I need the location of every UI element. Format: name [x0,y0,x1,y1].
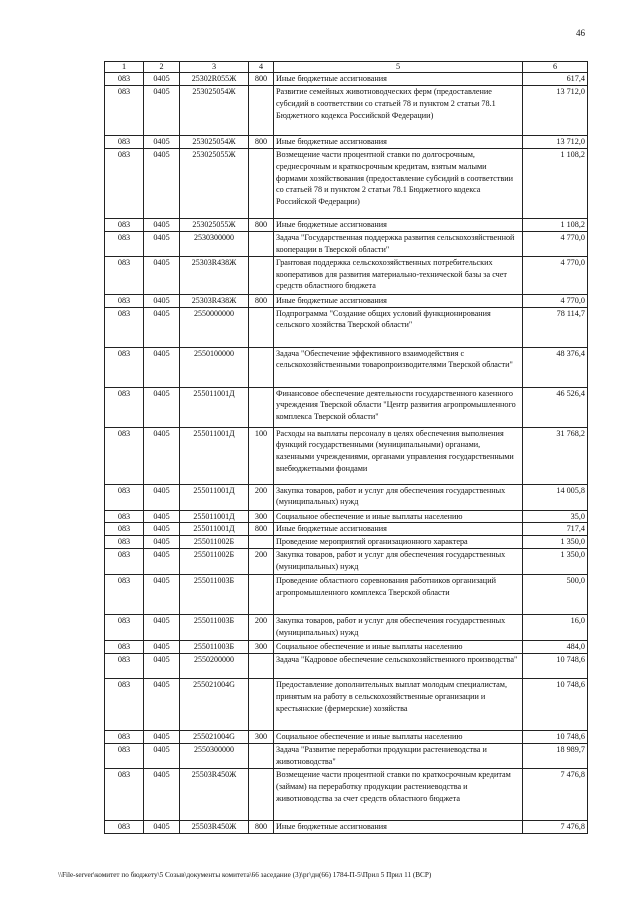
ministry-code-cell: 083 [105,85,144,135]
expense-type-code-cell: 300 [249,510,274,523]
target-article-code-cell: 253025054Ж [180,85,249,135]
table-row [105,387,588,427]
ministry-code-cell: 083 [105,427,144,484]
section-code-cell: 0405 [144,427,180,484]
section-code-cell: 0405 [144,523,180,536]
table-row [105,769,588,821]
target-article-code-cell: 25503R450Ж [180,821,249,834]
expense-type-code-cell: 800 [249,294,274,307]
ministry-code-cell: 083 [105,256,144,294]
target-article-code-cell: 25503R450Ж [180,769,249,821]
target-article-code-cell: 25303R438Ж [180,294,249,307]
description-cell: Иные бюджетные ассигнования [274,73,523,86]
target-article-code-cell: 255011003Б [180,575,249,615]
ministry-code-cell: 083 [105,218,144,231]
table-row [105,307,588,347]
target-article-code-cell: 253025055Ж [180,148,249,218]
section-code-cell: 0405 [144,85,180,135]
table-row [105,148,588,218]
description-cell: Иные бюджетные ассигнования [274,218,523,231]
description-cell: Возмещение части процентной ставки по краткосрочным кредитам (займам) на переработку продукции растениеводства и животноводства за счет средств областного бюджета [274,769,523,821]
target-article-code-cell: 2530300000 [180,231,249,256]
table-row [105,510,588,523]
section-code-cell: 0405 [144,73,180,86]
amount-cell: 4 770,0 [523,231,588,256]
description-cell: Социальное обеспечение и иные выплаты населению [274,731,523,744]
amount-cell: 31 768,2 [523,427,588,484]
amount-cell: 16,0 [523,615,588,641]
expense-type-code-cell: 200 [249,549,274,575]
table-row [105,744,588,769]
ministry-code-cell: 083 [105,731,144,744]
section-code-cell: 0405 [144,387,180,427]
target-article-code-cell: 255011001Д [180,523,249,536]
description-cell: Задача "Обеспечение эффективного взаимодействия с сельскохозяйственными товаропроизводителями Тверской области" [274,347,523,387]
expense-type-code-cell [249,307,274,347]
ministry-code-cell: 083 [105,307,144,347]
expense-type-code-cell [249,148,274,218]
amount-cell: 78 114,7 [523,307,588,347]
target-article-code-cell: 2550300000 [180,744,249,769]
ministry-code-cell: 083 [105,510,144,523]
section-code-cell: 0405 [144,731,180,744]
section-code-cell: 0405 [144,679,180,731]
amount-cell: 1 350,0 [523,536,588,549]
ministry-code-cell: 083 [105,769,144,821]
target-article-code-cell: 255021004G [180,731,249,744]
table-row [105,821,588,834]
description-cell: Социальное обеспечение и иные выплаты населению [274,510,523,523]
expense-type-code-cell [249,387,274,427]
section-code-cell: 0405 [144,654,180,679]
table-row [105,484,588,510]
ministry-code-cell: 083 [105,231,144,256]
amount-cell: 10 748,6 [523,654,588,679]
table-row [105,427,588,484]
target-article-code-cell: 2550200000 [180,654,249,679]
ministry-code-cell: 083 [105,549,144,575]
amount-cell: 4 770,0 [523,256,588,294]
section-code-cell: 0405 [144,294,180,307]
section-code-cell: 0405 [144,575,180,615]
description-cell: Предоставление дополнительных выплат молодым специалистам, принятым на работу в сельскохозяйственные организации и крестьянские (фермерские) хозяйства [274,679,523,731]
table-row [105,575,588,615]
table-row [105,523,588,536]
amount-cell: 10 748,6 [523,731,588,744]
target-article-code-cell: 255011003Б [180,641,249,654]
amount-cell: 717,4 [523,523,588,536]
section-code-cell: 0405 [144,821,180,834]
ministry-code-cell: 083 [105,536,144,549]
table-row [105,294,588,307]
amount-cell: 1 108,2 [523,218,588,231]
amount-cell: 48 376,4 [523,347,588,387]
ministry-code-cell: 083 [105,73,144,86]
table-row [105,218,588,231]
section-code-cell: 0405 [144,148,180,218]
target-article-code-cell: 255011002Б [180,536,249,549]
description-cell: Иные бюджетные ассигнования [274,523,523,536]
table-row [105,85,588,135]
section-code-cell: 0405 [144,135,180,148]
expense-type-code-cell [249,654,274,679]
budget-table [104,61,588,834]
amount-cell: 1 108,2 [523,148,588,218]
ministry-code-cell: 083 [105,294,144,307]
table-row [105,135,588,148]
section-code-cell: 0405 [144,641,180,654]
expense-type-code-cell [249,744,274,769]
expense-type-code-cell: 800 [249,73,274,86]
table-row [105,231,588,256]
ministry-code-cell: 083 [105,484,144,510]
section-code-cell: 0405 [144,549,180,575]
table-row [105,654,588,679]
section-code-cell: 0405 [144,307,180,347]
column-header: 2 [144,62,180,73]
table-row [105,73,588,86]
ministry-code-cell: 083 [105,575,144,615]
description-cell: Возмещение части процентной ставки по долгосрочным, среднесрочным и краткосрочным кредитам, взятым малыми формами хозяйствования (предоставление субсидий в соответствии со статьей 78 и пунктом 2 статьи 78.1 Бюджетного кодекса Российской Федерации) [274,148,523,218]
expense-type-code-cell [249,536,274,549]
ministry-code-cell: 083 [105,641,144,654]
expense-type-code-cell [249,679,274,731]
table-header-row [105,62,588,73]
expense-type-code-cell [249,347,274,387]
target-article-code-cell: 255011001Д [180,510,249,523]
page-number: 46 [576,28,585,38]
table-row [105,615,588,641]
ministry-code-cell: 083 [105,523,144,536]
description-cell: Подпрограмма "Создание общих условий функционирования сельского хозяйства Тверской области" [274,307,523,347]
description-cell: Иные бюджетные ассигнования [274,135,523,148]
target-article-code-cell: 253025055Ж [180,218,249,231]
amount-cell: 7 476,8 [523,821,588,834]
section-code-cell: 0405 [144,256,180,294]
table-row [105,641,588,654]
target-article-code-cell: 255011001Д [180,484,249,510]
ministry-code-cell: 083 [105,821,144,834]
table-row [105,549,588,575]
ministry-code-cell: 083 [105,135,144,148]
ministry-code-cell: 083 [105,744,144,769]
description-cell: Проведение областного соревнования работников организаций агропромышленного комплекса Тверской области [274,575,523,615]
file-path-footer: \\File-server\комитет по бюджету\5 Созыв\документы комитета\66 заседание (3)\рг\дн(66) 1784-П-5\Прил 5 Прил 11 (ВСР) [58,871,432,879]
expense-type-code-cell [249,575,274,615]
expense-type-code-cell: 300 [249,641,274,654]
column-header: 5 [274,62,523,73]
amount-cell: 500,0 [523,575,588,615]
ministry-code-cell: 083 [105,387,144,427]
ministry-code-cell: 083 [105,148,144,218]
description-cell: Развитие семейных животноводческих ферм (предоставление субсидий в соответствии со статьей 78 и пунктом 2 статьи 78.1 Бюджетного кодекса Российской Федерации) [274,85,523,135]
amount-cell: 617,4 [523,73,588,86]
description-cell: Задача "Кадровое обеспечение сельскохозяйственного производства" [274,654,523,679]
amount-cell: 46 526,4 [523,387,588,427]
column-header: 3 [180,62,249,73]
amount-cell: 18 989,7 [523,744,588,769]
amount-cell: 7 476,8 [523,769,588,821]
table-row [105,256,588,294]
expense-type-code-cell [249,231,274,256]
description-cell: Проведение мероприятий организационного характера [274,536,523,549]
ministry-code-cell: 083 [105,347,144,387]
target-article-code-cell: 255021004G [180,679,249,731]
expense-type-code-cell: 200 [249,484,274,510]
amount-cell: 35,0 [523,510,588,523]
description-cell: Иные бюджетные ассигнования [274,821,523,834]
table-row [105,731,588,744]
description-cell: Расходы на выплаты персоналу в целях обеспечения выполнения функций государственными (муниципальными) органами, казенными учреждениями, органами управления государственными внебюджетными фондами [274,427,523,484]
column-header: 4 [249,62,274,73]
description-cell: Закупка товаров, работ и услуг для обеспечения государственных (муниципальных) нужд [274,615,523,641]
section-code-cell: 0405 [144,231,180,256]
amount-cell: 13 712,0 [523,135,588,148]
section-code-cell: 0405 [144,218,180,231]
expense-type-code-cell: 200 [249,615,274,641]
amount-cell: 4 770,0 [523,294,588,307]
description-cell: Финансовое обеспечение деятельности государственного казенного учреждения Тверской области "Центр развития агропромышленного комплекса Тверской области" [274,387,523,427]
target-article-code-cell: 2550100000 [180,347,249,387]
expense-type-code-cell [249,85,274,135]
section-code-cell: 0405 [144,769,180,821]
ministry-code-cell: 083 [105,615,144,641]
expense-type-code-cell: 300 [249,731,274,744]
table-row [105,536,588,549]
target-article-code-cell: 253025054Ж [180,135,249,148]
target-article-code-cell: 255011001Д [180,387,249,427]
amount-cell: 10 748,6 [523,679,588,731]
expense-type-code-cell: 800 [249,218,274,231]
table-row [105,679,588,731]
description-cell: Задача "Государственная поддержка развития сельскохозяйственной кооперации в Тверской области" [274,231,523,256]
amount-cell: 13 712,0 [523,85,588,135]
target-article-code-cell: 255011001Д [180,427,249,484]
expense-type-code-cell: 800 [249,821,274,834]
expense-type-code-cell [249,256,274,294]
target-article-code-cell: 255011003Б [180,615,249,641]
description-cell: Иные бюджетные ассигнования [274,294,523,307]
target-article-code-cell: 25302R055Ж [180,73,249,86]
description-cell: Задача "Развитие переработки продукции растениеводства и животноводства" [274,744,523,769]
amount-cell: 14 005,8 [523,484,588,510]
expense-type-code-cell [249,769,274,821]
ministry-code-cell: 083 [105,654,144,679]
ministry-code-cell: 083 [105,679,144,731]
column-header: 6 [523,62,588,73]
amount-cell: 1 350,0 [523,549,588,575]
section-code-cell: 0405 [144,510,180,523]
section-code-cell: 0405 [144,615,180,641]
expense-type-code-cell: 800 [249,523,274,536]
amount-cell: 484,0 [523,641,588,654]
description-cell: Закупка товаров, работ и услуг для обеспечения государственных (муниципальных) нужд [274,484,523,510]
target-article-code-cell: 2550000000 [180,307,249,347]
column-header: 1 [105,62,144,73]
section-code-cell: 0405 [144,536,180,549]
expense-type-code-cell: 100 [249,427,274,484]
description-cell: Закупка товаров, работ и услуг для обеспечения государственных (муниципальных) нужд [274,549,523,575]
table-row [105,347,588,387]
section-code-cell: 0405 [144,744,180,769]
section-code-cell: 0405 [144,484,180,510]
target-article-code-cell: 25303R438Ж [180,256,249,294]
description-cell: Грантовая поддержка сельскохозяйственных потребительских кооперативов для развития материально-технической базы за счет средств областного бюджета [274,256,523,294]
expense-type-code-cell: 800 [249,135,274,148]
section-code-cell: 0405 [144,347,180,387]
target-article-code-cell: 255011002Б [180,549,249,575]
description-cell: Социальное обеспечение и иные выплаты населению [274,641,523,654]
